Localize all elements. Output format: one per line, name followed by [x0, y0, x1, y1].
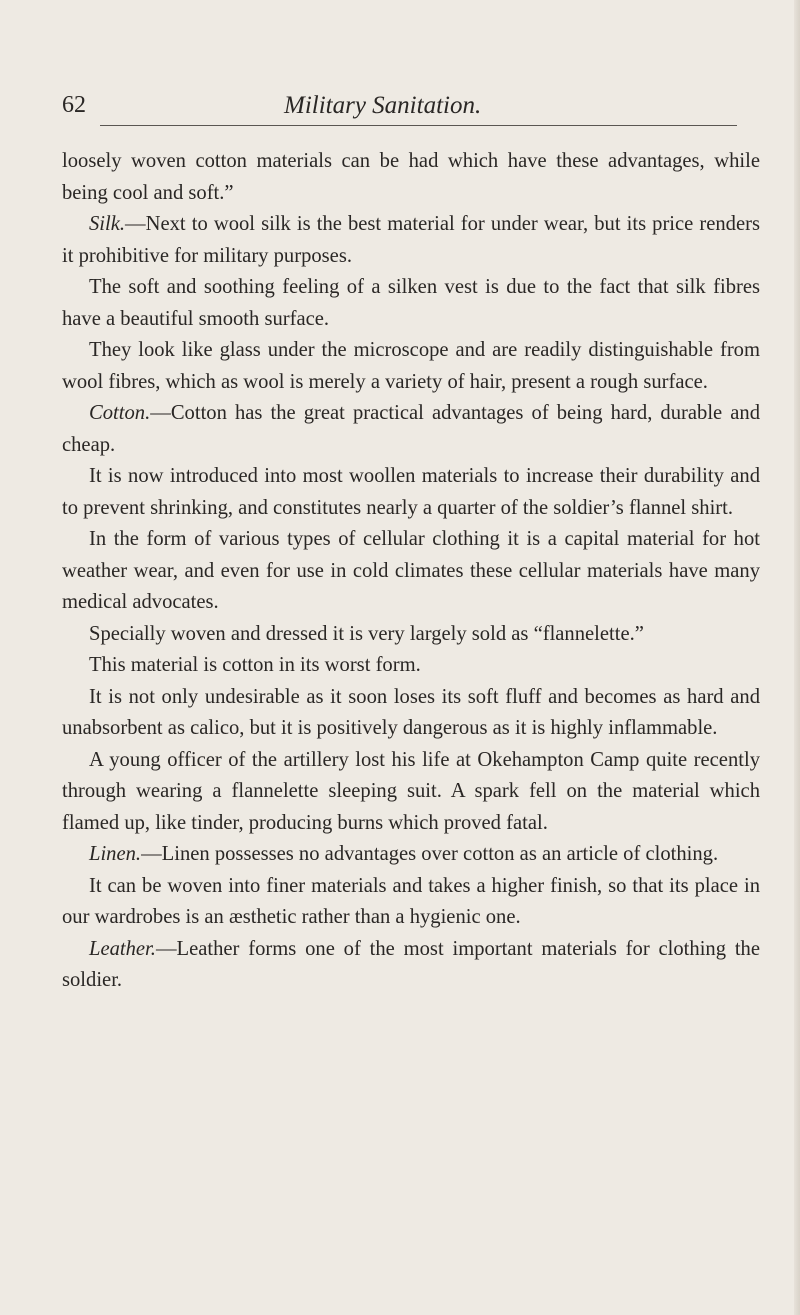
paragraph: Cotton.—Cotton has the great practical advantages of being hard, durable and cheap. — [62, 402, 760, 456]
paragraph: The soft and soothing feeling of a silken vest is due to the fact that silk fibres have a beautiful smooth surface. — [62, 276, 760, 330]
header-rule — [100, 125, 737, 126]
paragraph: Leather.—Leather forms one of the most important materials for clothing the soldier. — [62, 937, 760, 991]
running-title: Military Sanitation. — [284, 92, 482, 119]
paragraph: loosely woven cotton materials can be had which have these advantages, while being cool and soft.” — [62, 150, 760, 204]
page-edge — [794, 0, 800, 1315]
paragraph: Silk.—Next to wool silk is the best material for under wear, but its price renders it prohibitive for military purposes. — [62, 213, 760, 267]
page-header — [0, 92, 800, 132]
section-lead-linen: Linen. — [89, 843, 142, 865]
paragraph: It is not only undesirable as it soon loses its soft fluff and becomes as hard and unabsorbent as calico, but it is positively dangerous as it is highly inflammable. — [62, 685, 760, 739]
paragraph: A young officer of the artillery lost his life at Okehampton Camp quite recently through wearing a flannelette sleeping suit. A spark fell on the material which flamed up, like tinder, producing burns which proved fatal. — [62, 748, 760, 834]
page-number: 62 — [62, 92, 86, 118]
section-lead-leather: Leather. — [89, 937, 156, 960]
paragraph: It can be woven into finer materials and takes a higher finish, so that its place in our wardrobes is an æsthetic rather than a hygienic one. — [62, 874, 760, 928]
paragraph: In the form of various types of cellular clothing it is a capital material for hot weather wear, and even for use in cold climates these cellular materials have many medical advocates. — [62, 528, 760, 613]
section-lead-silk: Silk. — [89, 213, 126, 235]
paragraph: It is now introduced into most woollen materials to increase their durability and to prevent shrinking, and constitutes nearly a quarter of the soldier’s flannel shirt. — [62, 465, 760, 519]
section-lead-cotton: Cotton. — [89, 402, 151, 424]
paragraph: Linen.—Linen possesses no advantages over cotton as an article of clothing. — [89, 843, 719, 865]
body-text — [62, 146, 760, 997]
paragraph: Specially woven and dressed it is very largely sold as “flannelette.” — [89, 622, 644, 645]
paragraph: They look like glass under the microscope and are readily distinguishable from wool fibres, which as wool is merely a variety of hair, present a rough surface. — [62, 339, 760, 393]
paragraph: This material is cotton in its worst form. — [89, 654, 421, 676]
